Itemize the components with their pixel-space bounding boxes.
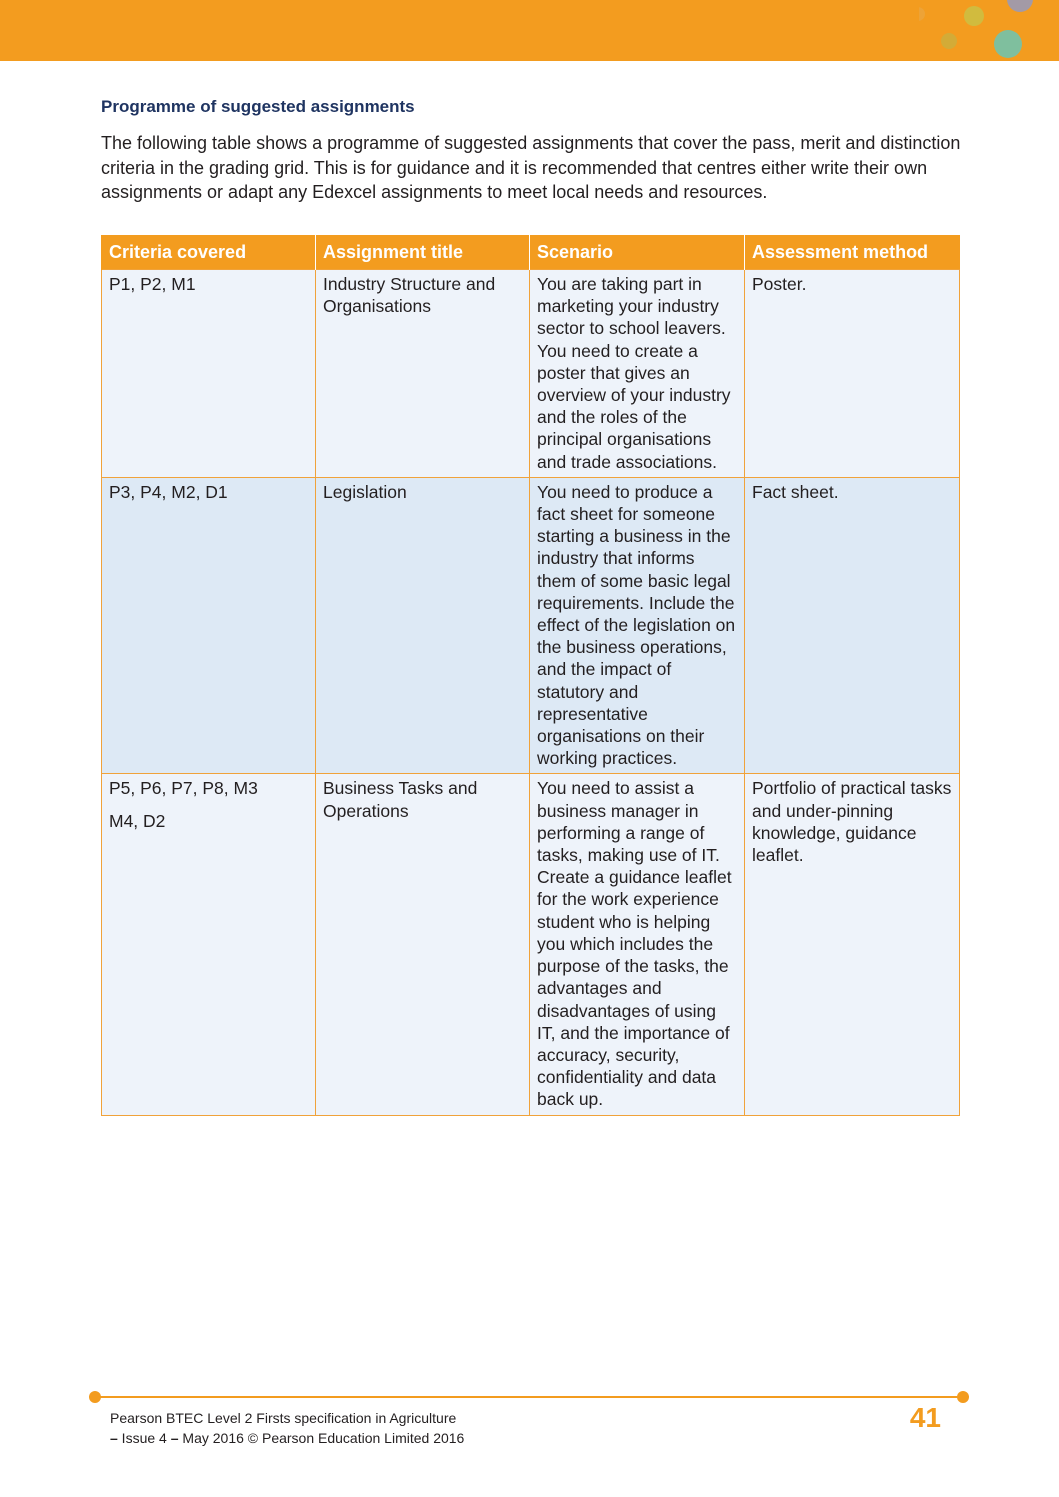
title-cell: Industry Structure and Organisations	[316, 270, 530, 478]
table-row	[102, 270, 960, 478]
scenario-cell: You need to produce a fact sheet for someone starting a business in the industry that informs them of some basic legal requirements. Include the effect of the legislation on the business operations, and the impact of statutory and representative organisations on their working practices.	[530, 477, 745, 774]
footer-issue: Issue 4	[117, 1430, 171, 1446]
footer-citation	[110, 1408, 464, 1448]
assignments-table	[101, 235, 960, 1116]
decorative-circles-icon	[919, 0, 1059, 61]
footer-divider	[95, 1396, 963, 1398]
criteria-text: P1, P2, M1	[109, 274, 196, 294]
table-row	[102, 477, 960, 774]
column-header-method: Assessment method	[745, 235, 960, 270]
method-cell: Portfolio of practical tasks and under-pinning knowledge, guidance leaflet.	[745, 774, 960, 1115]
header-band	[0, 0, 1059, 61]
table-header-row	[102, 235, 960, 270]
table-row	[102, 774, 960, 1115]
method-cell: Poster.	[745, 270, 960, 478]
footer-date-copyright: May 2016 © Pearson Education Limited 2016	[178, 1430, 465, 1446]
criteria-cell	[102, 774, 316, 1115]
footer-dash: –	[170, 1430, 179, 1446]
criteria-text: P3, P4, M2, D1	[109, 481, 228, 502]
column-header-scenario: Scenario	[530, 235, 745, 270]
intro-paragraph: The following table shows a programme of suggested assignments that cover the pass, merit and distinction criteria in the grading grid. This is for guidance and it is recommended that centres either write their own assignments or adapt any Edexcel assignments to meet local needs and resources.	[101, 133, 961, 202]
criteria-cell	[102, 477, 316, 774]
page-number: 41	[909, 1402, 941, 1433]
method-cell: Fact sheet.	[745, 477, 960, 774]
scenario-cell: You are taking part in marketing your industry sector to school leavers. You need to create a poster that gives an overview of your industry and the roles of the principal organisations and trade associations.	[530, 270, 745, 478]
column-header-title: Assignment title	[316, 235, 530, 270]
footer-dash: –	[110, 1430, 118, 1446]
title-cell: Legislation	[316, 477, 530, 774]
footer-dot-left	[89, 1391, 101, 1403]
section-heading: Programme of suggested assignments	[101, 97, 415, 116]
column-header-criteria: Criteria covered	[102, 235, 316, 270]
criteria-cell	[102, 270, 316, 478]
scenario-cell: You need to assist a business manager in performing a range of tasks, making use of IT. Create a guidance leaflet for the work experience student who is helping you which includes the purpose of the tasks, the advantages and disadvantages of using IT, and the importance of accuracy, security, confidentiality and data back up.	[530, 774, 745, 1115]
footer-dot-right	[957, 1391, 969, 1403]
criteria-text: P5, P6, P7, P8, M3	[109, 778, 258, 799]
footer-line-1: Pearson BTEC Level 2 Firsts specification in Agriculture	[110, 1410, 457, 1426]
title-cell: Business Tasks and Operations	[316, 774, 530, 1115]
criteria-text: M4, D2	[109, 810, 166, 831]
